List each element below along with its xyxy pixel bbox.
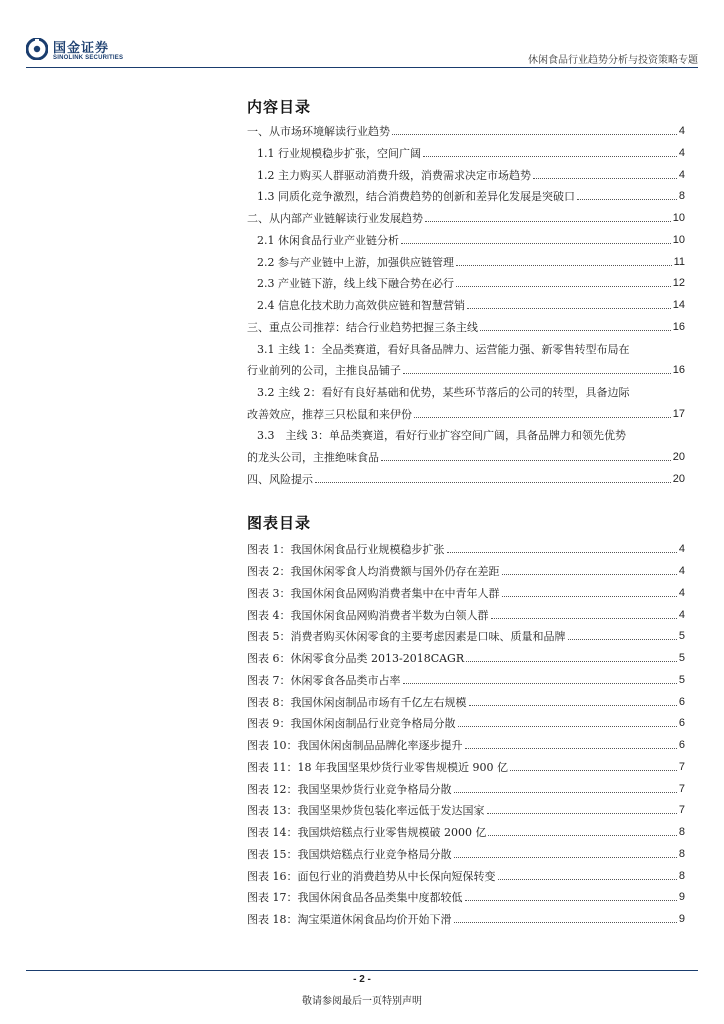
toc-entry[interactable]: [257, 277, 685, 290]
figure-entry[interactable]: [247, 913, 685, 926]
figure-entry-page: 8: [678, 848, 685, 860]
toc-title: 内容目录: [247, 98, 312, 116]
toc-entry-label: 2.2 参与产业链中上游，加强供应链管理: [257, 256, 454, 269]
toc-entry-label: 四、风险提示: [247, 473, 313, 486]
toc-entry-label: 3.2 主线 2：看好有良好基础和优势，某些环节落后的公司的转型，具备边际: [257, 386, 630, 399]
dot-leader: [454, 922, 677, 923]
toc-entry-page: 4: [678, 147, 685, 159]
report-title: 休闲食品行业趋势分析与投资策略专题: [528, 55, 698, 66]
figure-entry[interactable]: [247, 696, 685, 709]
toc-entry[interactable]: [257, 234, 685, 247]
figure-entry-page: 6: [678, 696, 685, 708]
toc-entry[interactable]: [247, 451, 685, 464]
toc-entry-label: 改善效应，推荐三只松鼠和来伊份: [247, 408, 412, 421]
dot-leader: [480, 330, 671, 331]
toc-entry[interactable]: [247, 408, 685, 421]
figure-entry-label: 图表 9：我国休闲卤制品行业竞争格局分散: [247, 717, 456, 730]
figure-entry[interactable]: [247, 565, 685, 578]
logo-text-en: SINOLINK SECURITIES: [53, 55, 124, 61]
figure-entry[interactable]: [247, 652, 685, 665]
dot-leader: [456, 265, 672, 266]
toc-entry-label: 1.2 主力购买人群驱动消费升级，消费需求决定市场趋势: [257, 169, 531, 182]
figure-entry-label: 图表 6：休闲零食分品类 2013-2018CAGR: [247, 652, 465, 665]
figure-entry-label: 图表 12：我国坚果炒货行业竞争格局分散: [247, 783, 452, 796]
toc-entry-page: 4: [678, 125, 685, 137]
figure-entry[interactable]: [247, 587, 685, 600]
figure-entry-label: 图表 13：我国坚果炒货包装化率远低于发达国家: [247, 804, 485, 817]
toc-entry-first-line[interactable]: [257, 386, 685, 399]
toc-entry-page: 10: [672, 212, 685, 224]
dot-leader: [466, 661, 677, 662]
header-divider: [26, 67, 698, 68]
toc-entry-label: 2.3 产业链下游，线上线下融合势在必行: [257, 277, 454, 290]
dot-leader: [465, 900, 677, 901]
figure-entry[interactable]: [247, 804, 685, 817]
dot-leader: [577, 199, 677, 200]
figure-entry-label: 图表 17：我国休闲食品各品类集中度都较低: [247, 891, 463, 904]
dot-leader: [502, 596, 677, 597]
figure-entry-label: 图表 18：淘宝渠道休闲食品均价开始下滑: [247, 913, 452, 926]
figure-entry-label: 图表 15：我国烘焙糕点行业竞争格局分散: [247, 848, 452, 861]
toc-entry[interactable]: [257, 256, 685, 269]
figure-entry[interactable]: [247, 891, 685, 904]
toc-entry-label: 2.4 信息化技术助力高效供应链和智慧营销: [257, 299, 465, 312]
figure-entry-page: 9: [678, 891, 685, 903]
toc-entry[interactable]: [247, 212, 685, 225]
dot-leader: [498, 879, 677, 880]
figure-entry[interactable]: [247, 609, 685, 622]
page-header: [26, 38, 698, 66]
figure-entry[interactable]: [247, 717, 685, 730]
figure-entry-page: 5: [678, 652, 685, 664]
toc-entry-label: 1.3 同质化竞争激烈，结合消费趋势的创新和差异化发展是突破口: [257, 190, 575, 203]
toc-entry-first-line[interactable]: [257, 429, 685, 442]
toc-entry-page: 11: [673, 256, 685, 268]
dot-leader: [467, 308, 671, 309]
figure-entry-label: 图表 2：我国休闲零食人均消费额与国外仍存在差距: [247, 565, 500, 578]
dot-leader: [568, 639, 677, 640]
figure-entry-page: 4: [678, 543, 685, 555]
dot-leader: [456, 286, 671, 287]
sinolink-logo-icon: [26, 38, 48, 60]
dot-leader: [423, 156, 677, 157]
figure-entry[interactable]: [247, 543, 685, 556]
toc-entry-page: 8: [678, 190, 685, 202]
footer-divider: [26, 970, 698, 971]
figure-entry-label: 图表 8：我国休闲卤制品市场有千亿左右规模: [247, 696, 467, 709]
figure-entry-page: 8: [678, 826, 685, 838]
toc-entry-label: 的龙头公司，主推绝味食品: [247, 451, 379, 464]
dot-leader: [487, 813, 677, 814]
toc-entry-label: 2.1 休闲食品行业产业链分析: [257, 234, 399, 247]
figure-entry-page: 4: [678, 565, 685, 577]
toc-entry-page: 20: [672, 473, 685, 485]
figure-entry-label: 图表 5：消费者购买休闲零食的主要考虑因素是口味、质量和品牌: [247, 630, 566, 643]
toc-entry[interactable]: [257, 147, 685, 160]
toc-entry-page: 16: [672, 364, 685, 376]
dot-leader: [454, 857, 677, 858]
toc-entry-page: 10: [672, 234, 685, 246]
toc-entry-page: 17: [672, 408, 685, 420]
toc-entry-label: 三、重点公司推荐：结合行业趋势把握三条主线: [247, 321, 478, 334]
toc-entry[interactable]: [247, 125, 685, 138]
figure-entry-page: 4: [678, 609, 685, 621]
toc-entry-label: 一、从市场环境解读行业趋势: [247, 125, 390, 138]
dot-leader: [414, 417, 671, 418]
toc-entry-page: 4: [678, 169, 685, 181]
toc-entry-page: 20: [672, 451, 685, 463]
figure-entry[interactable]: [247, 826, 685, 839]
figure-entry-label: 图表 10：我国休闲卤制品品牌化率逐步提升: [247, 739, 463, 752]
dot-leader: [403, 683, 677, 684]
figure-entry-page: 7: [678, 783, 685, 795]
figure-entry-page: 7: [678, 804, 685, 816]
toc-entry[interactable]: [257, 169, 685, 182]
figure-entry-label: 图表 3：我国休闲食品网购消费者集中在中青年人群: [247, 587, 500, 600]
dot-leader: [491, 618, 677, 619]
figure-entry-page: 5: [678, 674, 685, 686]
figure-entry-label: 图表 14：我国烘焙糕点行业零售规模破 2000 亿: [247, 826, 487, 839]
dot-leader: [465, 748, 677, 749]
figure-entry-label: 图表 7：休闲零食各品类市占率: [247, 674, 401, 687]
figure-entry-label: 图表 11：18 年我国坚果炒货行业零售规模近 900 亿: [247, 761, 508, 774]
dot-leader: [502, 574, 677, 575]
dot-leader: [315, 482, 671, 483]
toc-entry-label: 1.1 行业规模稳步扩张，空间广阔: [257, 147, 421, 160]
dot-leader: [401, 243, 671, 244]
dot-leader: [447, 552, 677, 553]
figure-entry[interactable]: [247, 870, 685, 883]
figure-entry[interactable]: [247, 761, 685, 774]
figure-entry[interactable]: [247, 783, 685, 796]
figure-entry-page: 6: [678, 739, 685, 751]
page-number: - 2 -: [353, 974, 371, 985]
toc-entry[interactable]: [247, 321, 685, 334]
toc-entry[interactable]: [257, 299, 685, 312]
dot-leader: [381, 460, 671, 461]
figures-title: 图表目录: [247, 514, 312, 532]
logo-text-cn: 国金证券: [53, 41, 110, 56]
toc-entry-label: 行业前列的公司，主推良品铺子: [247, 364, 401, 377]
disclaimer-note: 敬请参阅最后一页特别声明: [302, 996, 422, 1007]
toc-entry[interactable]: [257, 190, 685, 203]
figure-entry-page: 5: [678, 630, 685, 642]
toc-entry-page: 14: [672, 299, 685, 311]
dot-leader: [392, 134, 677, 135]
dot-leader: [488, 835, 676, 836]
dot-leader: [454, 792, 677, 793]
toc-entry-label: 3.3 主线 3：单品类赛道，看好行业扩容空间广阔，具备品牌力和领先优势: [257, 429, 626, 442]
toc-entry-label: 3.1 主线 1：全品类赛道，看好具备品牌力、运营能力强、新零售转型布局在: [257, 343, 630, 356]
figure-entry-label: 图表 4：我国休闲食品网购消费者半数为白领人群: [247, 609, 489, 622]
figure-entry-label: 图表 16：面包行业的消费趋势从中长保向短保转变: [247, 870, 496, 883]
dot-leader: [458, 726, 677, 727]
toc-entry[interactable]: [247, 473, 685, 486]
figure-entry-page: 4: [678, 587, 685, 599]
figure-entry[interactable]: [247, 630, 685, 643]
dot-leader: [403, 373, 671, 374]
figure-entry-page: 8: [678, 870, 685, 882]
toc-entry-page: 12: [672, 277, 685, 289]
figure-entry-page: 9: [678, 913, 685, 925]
toc-entry[interactable]: [247, 364, 685, 377]
dot-leader: [533, 178, 677, 179]
toc-entry-label: 二、从内部产业链解读行业发展趋势: [247, 212, 423, 225]
figure-entry[interactable]: [247, 674, 685, 687]
dot-leader: [510, 770, 677, 771]
dot-leader: [425, 221, 671, 222]
figure-entry[interactable]: [247, 739, 685, 752]
figure-entry-label: 图表 1：我国休闲食品行业规模稳步扩张: [247, 543, 445, 556]
toc-entry-first-line[interactable]: [257, 343, 685, 356]
figure-entry-page: 7: [678, 761, 685, 773]
figure-entry-page: 6: [678, 717, 685, 729]
figure-entry[interactable]: [247, 848, 685, 861]
toc-entry-page: 16: [672, 321, 685, 333]
dot-leader: [469, 705, 677, 706]
